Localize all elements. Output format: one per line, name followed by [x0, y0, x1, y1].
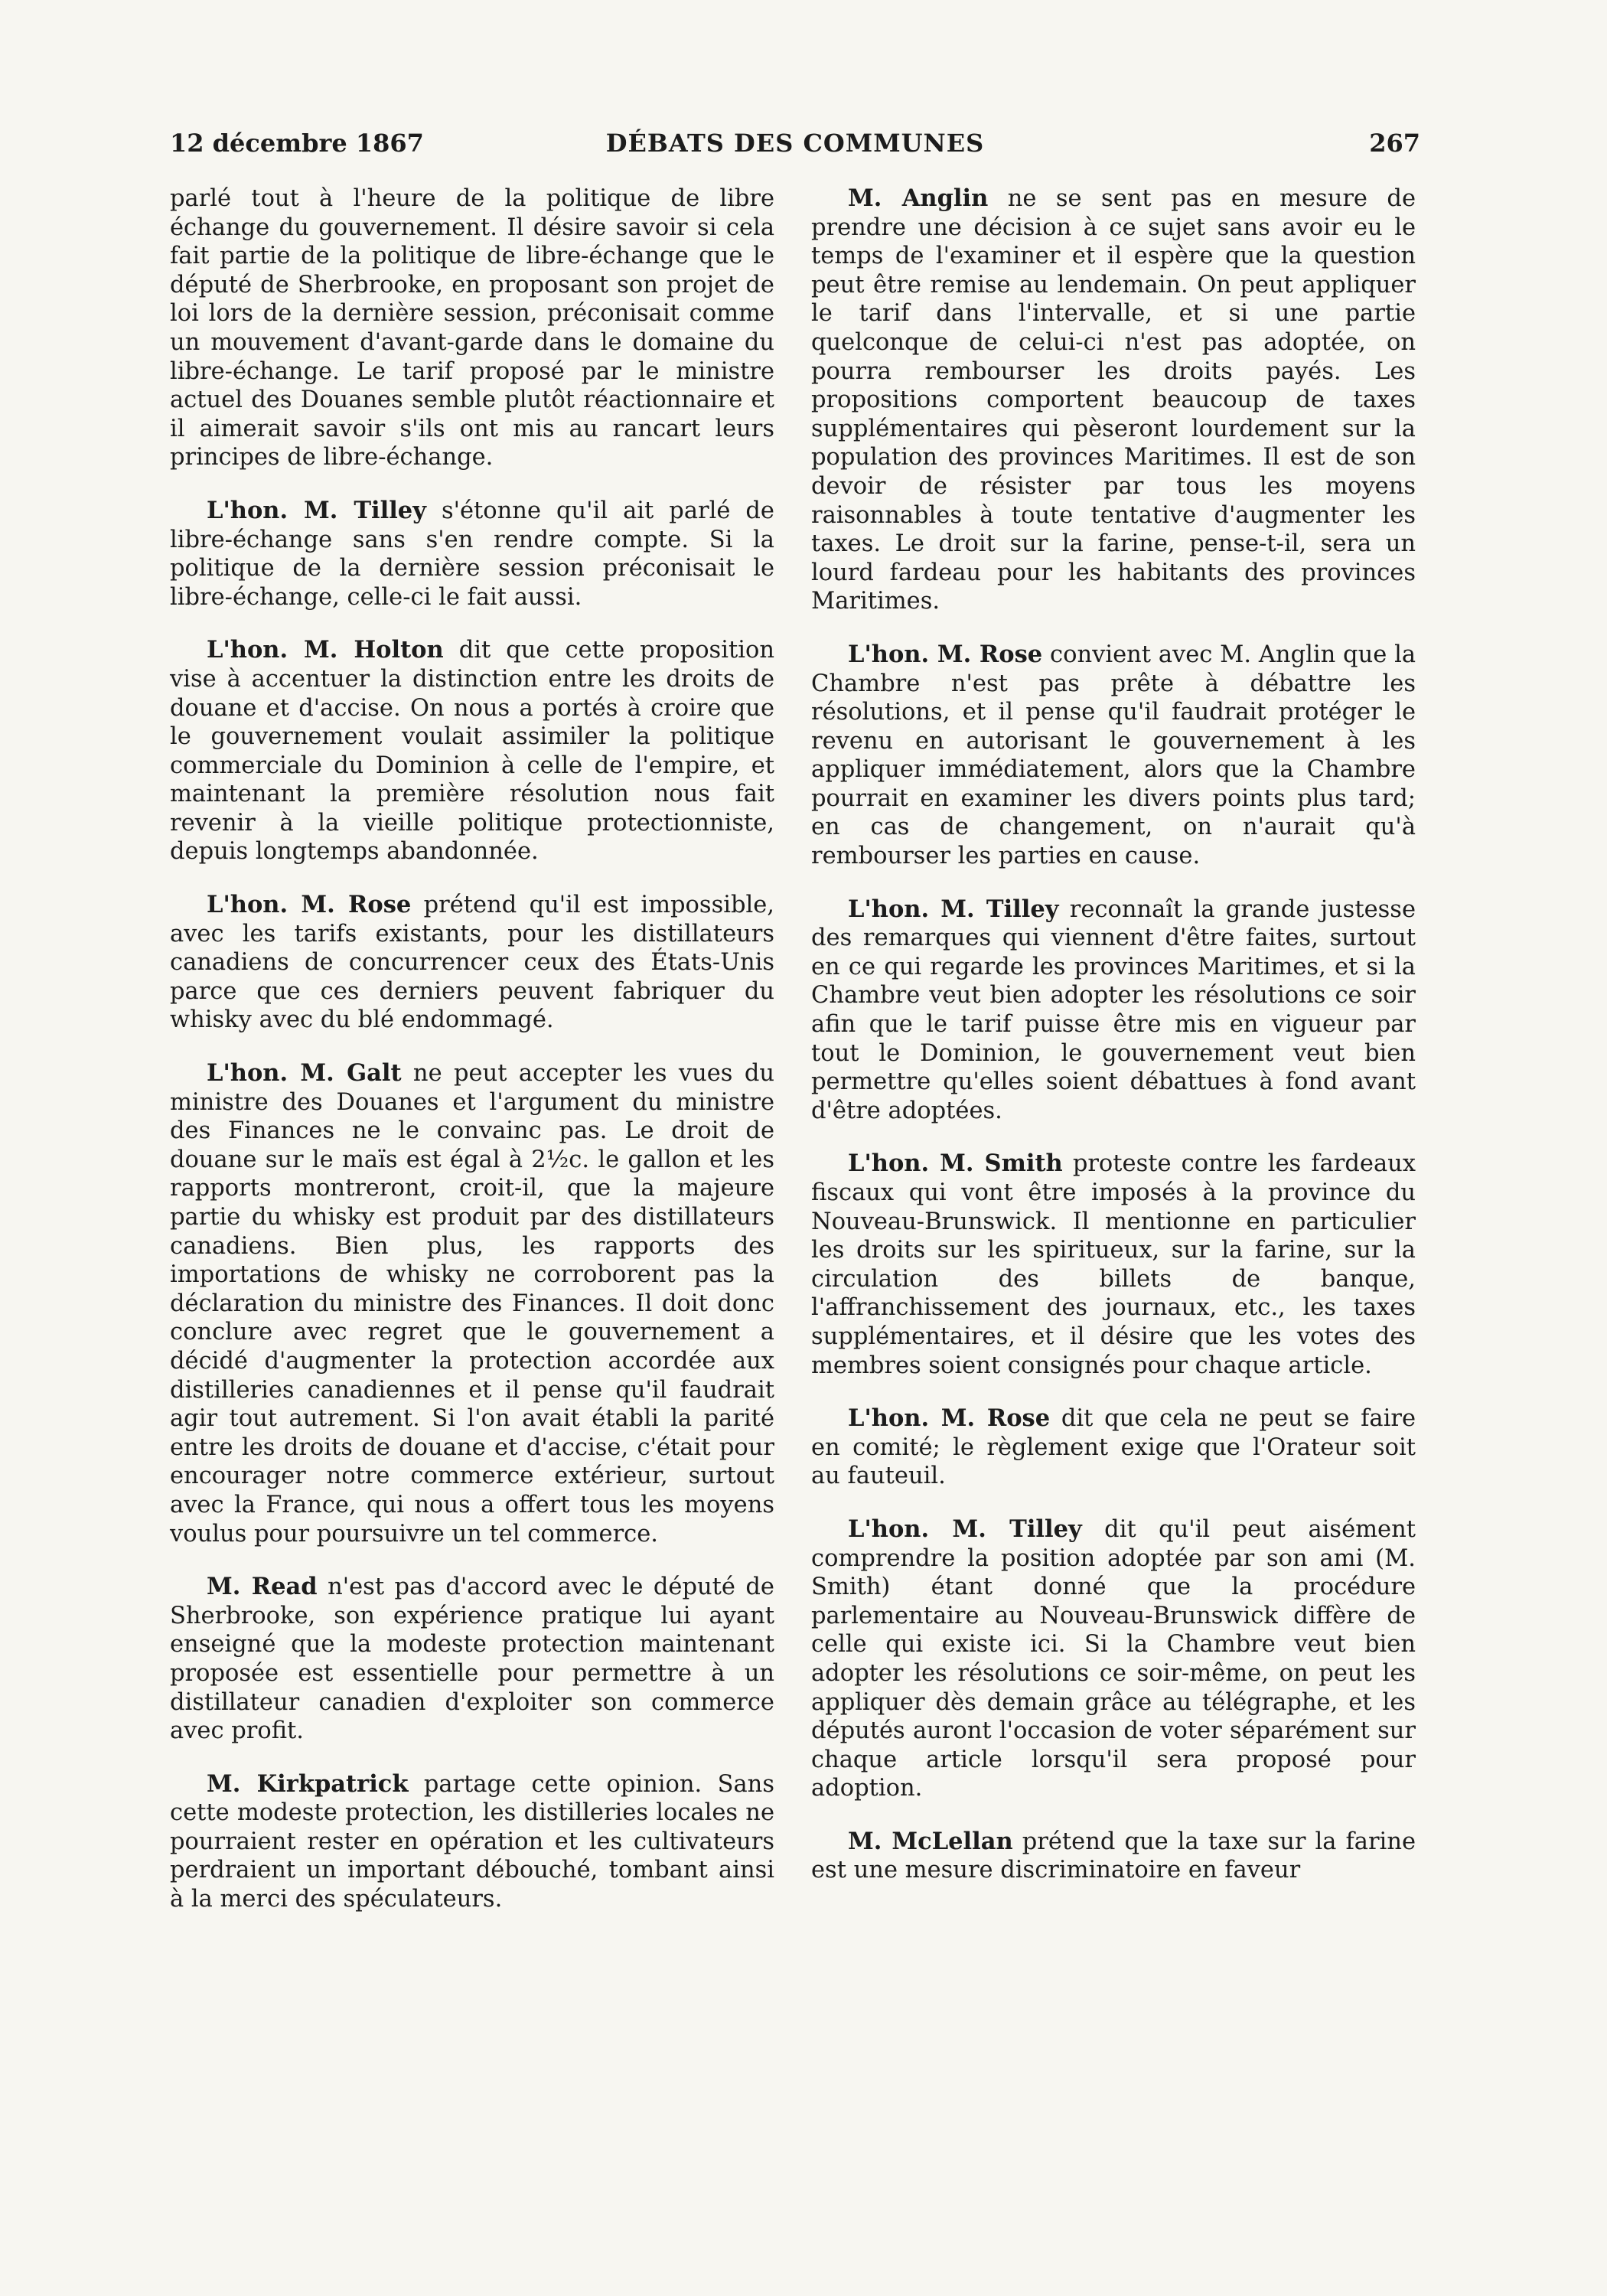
- speaker-name: L'hon. M. Holton: [207, 636, 444, 664]
- page-header: [170, 129, 1420, 167]
- header-date: 12 décembre 1867: [170, 129, 424, 158]
- speaker-name: L'hon. M. Tilley: [848, 1515, 1082, 1543]
- paragraph: L'hon. M. Holton dit que cette proposition vise à accentuer la distinction entre les droits de douane et d'accise. On nous a portés à croire que le gouvernement voulait assimiler la politique commerciale du Dominion à celle de l'empire, et maintenant la première résolution nous fait revenir à la vieille politique protectionniste, depuis longtemps abandonnée.: [170, 636, 774, 866]
- paragraph: L'hon. M. Tilley s'étonne qu'il ait parlé de libre-échange sans s'en rendre compte. Si la politique de la dernière session préconisait le libre-échange, celle-ci le fait aussi.: [170, 496, 774, 611]
- page-number: 267: [1369, 129, 1420, 158]
- paragraph: L'hon. M. Rose dit que cela ne peut se faire en comité; le règlement exige que l'Orateur soit au fauteuil.: [811, 1404, 1416, 1490]
- paragraph: M. Anglin ne se sent pas en mesure de prendre une décision à ce sujet sans avoir eu le temps de l'examiner et il espère que la question peut être remise au lendemain. On peut appliquer le tarif dans l'intervalle, et si une partie quelconque de celui-ci n'est pas adoptée, on pourra rembourser les droits payés. Les propositions comportent beaucoup de taxes supplémentaires qui pèseront lourdement sur la population des provinces Maritimes. Il est de son devoir de résister par tous les moyens raisonnables à toute tentative d'augmenter les taxes. Le droit sur la farine, pense-t-il, sera un lourd fardeau pour les habitants des provinces Maritimes.: [811, 184, 1416, 615]
- speaker-name: L'hon. M. Smith: [848, 1150, 1063, 1178]
- speaker-name: M. Anglin: [848, 184, 989, 212]
- paragraph: M. McLellan prétend que la taxe sur la farine est une mesure discriminatoire en faveur: [811, 1827, 1416, 1884]
- speaker-name: M. Read: [207, 1573, 318, 1601]
- paragraph: L'hon. M. Galt ne peut accepter les vues du ministre des Douanes et l'argument du ministre des Finances ne le convainc pas. Le droit de douane sur le maïs est égal à 2½c. le gallon et les rapports montreront, croit-il, que la majeure partie du whisky est produit par des distillateurs canadiens. Bien plus, les rapports des importations de whisky ne corroborent pas la déclaration du ministre des Finances. Il doit donc conclure avec regret que le gouvernement a décidé d'augmenter la protection accordée aux distilleries canadiennes et il pense qu'il faudrait agir tout autrement. Si l'on avait établi la parité entre les droits de douane et d'accise, c'était pour encourager notre commerce extérieur, surtout avec la France, qui nous a offert tous les moyens voulus pour poursuivre un tel commerce.: [170, 1059, 774, 1548]
- speaker-name: L'hon. M. Rose: [848, 640, 1043, 668]
- paragraph: parlé tout à l'heure de la politique de libre échange du gouvernement. Il désire savoir si cela fait partie de la politique de libre-échange que le député de Sherbrooke, en proposant son projet de loi lors de la dernière session, préconisait comme un mouvement d'avant-garde dans le domaine du libre-échange. Le tarif proposé par le ministre actuel des Douanes semble plutôt réactionnaire et il aimerait savoir s'ils ont mis au rancart leurs principes de libre-échange.: [170, 185, 774, 471]
- speaker-name: L'hon. M. Tilley: [848, 895, 1059, 923]
- speaker-name: L'hon. M. Rose: [848, 1404, 1051, 1433]
- speaker-name: M. Kirkpatrick: [207, 1769, 409, 1798]
- speaker-name: M. McLellan: [848, 1827, 1013, 1855]
- speaker-name: L'hon. M. Rose: [207, 891, 412, 919]
- paragraph: L'hon. M. Tilley dit qu'il peut aisément comprendre la position adoptée par son ami (M. Smith) étant donné que la procédure parlementaire au Nouveau-Brunswick diffère de celle qui existe ici. Si la Chambre veut bien adopter les résolutions ce soir-même, on peut les appliquer dès demain grâce au télégraphe, et les députés auront l'occasion de voter séparément sur chaque article lorsqu'il sera proposé pour adoption.: [811, 1515, 1416, 1802]
- paragraph: M. Kirkpatrick partage cette opinion. Sans cette modeste protection, les distilleries locales ne pourraient rester en opération et les cultivateurs perdraient un important débouché, tombant ainsi à la merci des spéculateurs.: [170, 1769, 774, 1913]
- left-column: [170, 184, 774, 1939]
- paragraph: L'hon. M. Smith proteste contre les fardeaux fiscaux qui vont être imposés à la province du Nouveau-Brunswick. Il mentionne en particulier les droits sur les spiritueux, sur la farine, sur la circulation des billets de banque, l'affranchissement des journaux, etc., les taxes supplémentaires, et il désire que les votes des membres soient consignés pour chaque article.: [811, 1150, 1416, 1379]
- paragraph: L'hon. M. Rose prétend qu'il est impossible, avec les tarifs existants, pour les distillateurs canadiens de concurrencer ceux des États-Unis parce que ces derniers peuvent fabriquer du whisky avec du blé endommagé.: [170, 891, 774, 1034]
- speaker-name: L'hon. M. Galt: [207, 1059, 402, 1088]
- speaker-name: L'hon. M. Tilley: [207, 496, 426, 524]
- paragraph: M. Read n'est pas d'accord avec le député de Sherbrooke, son expérience pratique lui ayant enseigné que la modeste protection maintenant proposée est essentielle pour permettre à un distillateur canadien d'exploiter son commerce avec profit.: [170, 1573, 774, 1745]
- paragraph: L'hon. M. Tilley reconnaît la grande justesse des remarques qui viennent d'être faites, surtout en ce qui regarde les provinces Maritimes, et si la Chambre veut bien adopter les résolutions ce soir afin que le tarif puisse être mis en vigueur par tout le Dominion, le gouvernement veut bien permettre qu'elles soient débattues à fond avant d'être adoptées.: [811, 895, 1416, 1124]
- paragraph: L'hon. M. Rose convient avec M. Anglin que la Chambre n'est pas prête à débattre les résolutions, et il pense qu'il faudrait protéger le revenu en autorisant le gouvernement à les appliquer immédiatement, alors que la Chambre pourrait en examiner les divers points plus tard; en cas de changement, on n'aurait qu'à rembourser les parties en cause.: [811, 640, 1416, 870]
- header-title: DÉBATS DES COMMUNES: [605, 129, 985, 158]
- right-column: [811, 184, 1416, 1910]
